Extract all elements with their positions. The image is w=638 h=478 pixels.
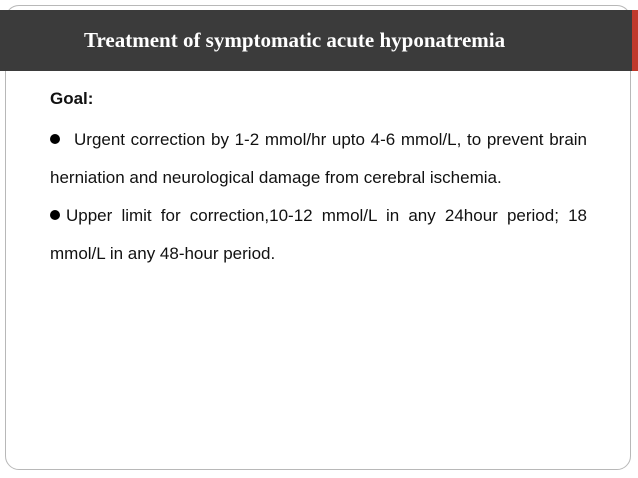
- goal-label: Goal:: [50, 89, 94, 108]
- slide-title: Treatment of symptomatic acute hyponatremia: [84, 28, 506, 52]
- bullet-text: Upper limit for correction,10-12 mmol/L in any 24hour period; 18 mmol/L in any 48-hour period.: [50, 206, 587, 263]
- bullet-dot-icon: [50, 134, 60, 144]
- slide-body: [50, 86, 587, 273]
- bullet-item-upper-limit: [50, 197, 587, 273]
- bullet-item-urgent-correction: [50, 121, 587, 197]
- bullet-dot-icon: [50, 210, 60, 220]
- bullet-text: Urgent correction by 1-2 mmol/hr upto 4-6 mmol/L, to prevent brain herniation and neurological damage from cerebral ischemia.: [50, 130, 587, 187]
- title-accent-strip: [632, 10, 638, 71]
